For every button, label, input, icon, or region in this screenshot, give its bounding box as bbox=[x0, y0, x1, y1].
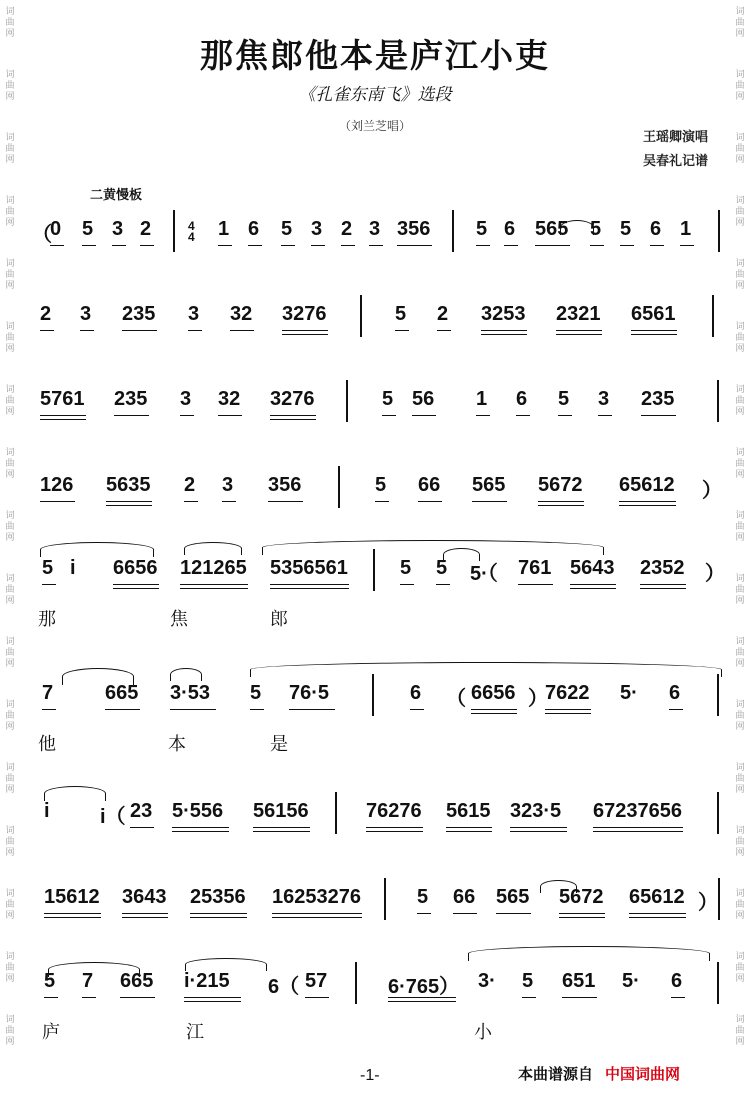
note-group: 7 bbox=[82, 970, 94, 992]
beam-line bbox=[535, 245, 570, 246]
beam-line bbox=[382, 415, 396, 416]
beam-line bbox=[400, 584, 414, 585]
note-group: 1 bbox=[476, 388, 488, 410]
bar-line bbox=[384, 878, 386, 920]
beam-line bbox=[472, 501, 507, 502]
beam-line bbox=[44, 917, 101, 918]
beam-line bbox=[281, 245, 295, 246]
lyric-char: 本 bbox=[168, 734, 186, 755]
bar-line bbox=[717, 792, 719, 834]
lyric-char: 江 bbox=[186, 1022, 204, 1043]
note-group: 67237656 bbox=[593, 800, 682, 822]
note-group: 23 bbox=[130, 800, 153, 822]
note-group: 565 bbox=[472, 474, 506, 496]
bar-line bbox=[355, 962, 357, 1004]
note-group: 57 bbox=[305, 970, 328, 992]
note-group: 3276 bbox=[282, 303, 327, 325]
lyric-char: 郎 bbox=[270, 609, 288, 630]
beam-line bbox=[410, 709, 424, 710]
note-group: 56156 bbox=[253, 800, 309, 822]
note-group: 32 bbox=[218, 388, 241, 410]
note-group: 7 bbox=[42, 682, 54, 704]
beam-line bbox=[631, 330, 677, 331]
note-group: 5 bbox=[44, 970, 56, 992]
note-group: 565 bbox=[496, 886, 530, 908]
beam-line bbox=[82, 245, 96, 246]
note-group: 5 bbox=[250, 682, 262, 704]
beam-line bbox=[650, 245, 664, 246]
beam-line bbox=[640, 588, 686, 589]
beam-line bbox=[366, 831, 423, 832]
beam-line bbox=[620, 245, 634, 246]
beam-line bbox=[453, 913, 477, 914]
note-group: 5 bbox=[522, 970, 534, 992]
bar-line bbox=[173, 210, 175, 252]
note-group: 5 bbox=[395, 303, 407, 325]
beam-line bbox=[50, 245, 64, 246]
beam-line bbox=[272, 913, 362, 914]
beam-line bbox=[190, 917, 247, 918]
tempo-marking: 二黄慢板 bbox=[90, 187, 143, 202]
note-group: 235 bbox=[122, 303, 156, 325]
note-group: 6 bbox=[410, 682, 422, 704]
note-group: 5356561 bbox=[270, 557, 348, 579]
note-group: 66 bbox=[453, 886, 476, 908]
note-group: （ bbox=[32, 224, 52, 246]
beam-line bbox=[248, 245, 262, 246]
note-group: 651 bbox=[562, 970, 596, 992]
beam-line bbox=[417, 913, 431, 914]
note-group: 2 bbox=[184, 474, 196, 496]
watermark-right: 词 曲 网 词 曲 网 词 曲 网 词 曲 网 词 曲 网 词 曲 网 词 曲 网 词 曲 网 词 曲 网 词 曲 网 词 曲 网 词 曲 网 词 曲 网 词 曲 网 词 曲 网 词 曲 网 词 曲 网 bbox=[735, 6, 745, 1046]
note-group: 6 bbox=[669, 682, 681, 704]
note-group: 6656 bbox=[471, 682, 516, 704]
slur-mark bbox=[443, 548, 480, 561]
beam-line bbox=[556, 334, 602, 335]
slur-mark bbox=[262, 540, 604, 555]
note-group: 3643 bbox=[122, 886, 167, 908]
slur-mark bbox=[40, 542, 154, 557]
note-group: 1 bbox=[218, 218, 230, 240]
note-group: 3 bbox=[80, 303, 92, 325]
note-group: 5 bbox=[375, 474, 387, 496]
note-group: i bbox=[70, 557, 76, 579]
note-group: 121265 bbox=[180, 557, 247, 579]
beam-line bbox=[40, 501, 75, 502]
note-group: 3 bbox=[598, 388, 610, 410]
note-group: 6 bbox=[248, 218, 260, 240]
beam-line bbox=[140, 245, 154, 246]
beam-line bbox=[341, 245, 355, 246]
beam-line bbox=[282, 330, 328, 331]
lyric-char: 他 bbox=[38, 734, 56, 755]
beam-line bbox=[184, 1001, 241, 1002]
note-group: 56 bbox=[412, 388, 435, 410]
bar-line bbox=[335, 792, 337, 834]
beam-line bbox=[412, 415, 436, 416]
beam-line bbox=[268, 501, 303, 502]
performer-credit: 王瑶卿演唱 bbox=[642, 129, 708, 144]
note-group: 3 bbox=[369, 218, 381, 240]
beam-line bbox=[640, 584, 686, 585]
bar-line bbox=[717, 674, 719, 716]
note-group: 5761 bbox=[40, 388, 85, 410]
note-group: 2 bbox=[341, 218, 353, 240]
slur-mark bbox=[250, 662, 722, 677]
bar-line bbox=[360, 295, 362, 337]
beam-line bbox=[631, 334, 677, 335]
note-group: 5·556 bbox=[172, 800, 224, 822]
opera-subtitle: 《孔雀东南飞》选段 bbox=[298, 85, 452, 105]
bar-line bbox=[718, 210, 720, 252]
note-group: 3 bbox=[188, 303, 200, 325]
note-group: 15612 bbox=[44, 886, 100, 908]
beam-line bbox=[481, 330, 527, 331]
note-group: i·215 bbox=[184, 970, 230, 992]
beam-line bbox=[510, 827, 567, 828]
note-group: 3 bbox=[311, 218, 323, 240]
note-group: i（ bbox=[100, 806, 126, 828]
bar-line bbox=[452, 210, 454, 252]
note-group: 5 bbox=[558, 388, 570, 410]
beam-line bbox=[471, 709, 517, 710]
note-group: 1 bbox=[680, 218, 692, 240]
beam-line bbox=[375, 501, 389, 502]
beam-line bbox=[184, 997, 241, 998]
beam-line bbox=[82, 997, 96, 998]
note-group: 7622 bbox=[545, 682, 590, 704]
note-group: 2 bbox=[140, 218, 152, 240]
slur-mark bbox=[540, 880, 577, 893]
beam-line bbox=[44, 913, 101, 914]
beam-line bbox=[289, 709, 335, 710]
beam-line bbox=[180, 584, 248, 585]
beam-line bbox=[397, 245, 432, 246]
note-group: 2 bbox=[437, 303, 449, 325]
note-group: 665 bbox=[120, 970, 154, 992]
beam-line bbox=[112, 245, 126, 246]
note-group: 565 bbox=[535, 218, 569, 240]
note-group: 6656 bbox=[113, 557, 158, 579]
song-title: 那焦郎他本是庐江小吏 bbox=[200, 36, 550, 75]
beam-line bbox=[270, 419, 316, 420]
beam-line bbox=[516, 415, 530, 416]
beam-line bbox=[366, 827, 423, 828]
beam-line bbox=[598, 415, 612, 416]
note-group: 76·5 bbox=[289, 682, 330, 704]
beam-line bbox=[629, 917, 686, 918]
slur-mark bbox=[48, 962, 140, 977]
beam-line bbox=[593, 831, 683, 832]
beam-line bbox=[641, 415, 676, 416]
lyric-char: 那 bbox=[38, 609, 56, 630]
note-group: 6 bbox=[516, 388, 528, 410]
beam-line bbox=[395, 330, 409, 331]
beam-line bbox=[388, 997, 456, 998]
beam-line bbox=[170, 709, 216, 710]
note-group: ） bbox=[702, 480, 722, 502]
slur-mark bbox=[184, 542, 242, 555]
note-group: 235 bbox=[641, 388, 675, 410]
beam-line bbox=[272, 917, 362, 918]
beam-line bbox=[570, 588, 616, 589]
note-group: 76276 bbox=[366, 800, 422, 822]
beam-line bbox=[270, 584, 349, 585]
transcriber-credit: 吴春礼记谱 bbox=[642, 153, 708, 168]
note-group: 5 bbox=[42, 557, 54, 579]
note-group: 665 bbox=[105, 682, 139, 704]
note-group: 3 bbox=[112, 218, 124, 240]
note-group: 5 bbox=[417, 886, 429, 908]
beam-line bbox=[44, 997, 58, 998]
note-group: 761 bbox=[518, 557, 552, 579]
beam-line bbox=[545, 709, 591, 710]
role-note: （刘兰芝唱） bbox=[338, 119, 411, 133]
beam-line bbox=[311, 245, 325, 246]
note-group: 356 bbox=[397, 218, 431, 240]
slur-mark bbox=[62, 668, 134, 685]
bar-line bbox=[718, 878, 720, 920]
note-group: 5· bbox=[622, 970, 640, 992]
beam-line bbox=[40, 415, 86, 416]
beam-line bbox=[253, 831, 310, 832]
beam-line bbox=[253, 827, 310, 828]
note-group: 66 bbox=[418, 474, 441, 496]
note-group: 5 bbox=[400, 557, 412, 579]
note-group: 5672 bbox=[538, 474, 583, 496]
note-group: 235 bbox=[114, 388, 148, 410]
beam-line bbox=[130, 827, 154, 828]
slur-mark bbox=[560, 220, 594, 235]
beam-line bbox=[545, 713, 591, 714]
note-group: ） bbox=[528, 688, 548, 710]
note-group: 2321 bbox=[556, 303, 601, 325]
note-group: 3253 bbox=[481, 303, 526, 325]
beam-line bbox=[669, 709, 683, 710]
beam-line bbox=[590, 245, 604, 246]
note-group: ） bbox=[705, 563, 725, 585]
beam-line bbox=[518, 584, 553, 585]
note-group: 3276 bbox=[270, 388, 315, 410]
beam-line bbox=[680, 245, 694, 246]
note-group: 25356 bbox=[190, 886, 246, 908]
beam-line bbox=[570, 584, 616, 585]
beam-line bbox=[113, 584, 159, 585]
beam-line bbox=[230, 330, 254, 331]
beam-line bbox=[562, 997, 597, 998]
beam-line bbox=[418, 501, 442, 502]
note-group: 6 bbox=[650, 218, 662, 240]
beam-line bbox=[113, 588, 159, 589]
beam-line bbox=[172, 827, 229, 828]
bar-line bbox=[373, 549, 375, 591]
source-site: 中国词曲网 bbox=[605, 1066, 681, 1083]
beam-line bbox=[510, 831, 567, 832]
note-group: 5672 bbox=[559, 886, 604, 908]
lyric-char: 庐 bbox=[42, 1022, 60, 1043]
beam-line bbox=[437, 330, 451, 331]
beam-line bbox=[270, 588, 349, 589]
beam-line bbox=[190, 913, 247, 914]
note-group: 3 bbox=[222, 474, 234, 496]
slur-mark bbox=[44, 786, 106, 801]
note-group: 3· bbox=[478, 970, 496, 992]
beam-line bbox=[671, 997, 685, 998]
beam-line bbox=[120, 997, 155, 998]
note-group: 32 bbox=[230, 303, 253, 325]
note-group: 5 bbox=[382, 388, 394, 410]
note-group: 6 bbox=[504, 218, 516, 240]
note-group: 5 bbox=[590, 218, 602, 240]
note-group: 323·5 bbox=[510, 800, 562, 822]
note-group: 0 bbox=[50, 218, 62, 240]
beam-line bbox=[558, 415, 572, 416]
note-group: 6 bbox=[671, 970, 683, 992]
note-group: 5 bbox=[436, 557, 448, 579]
beam-line bbox=[172, 831, 229, 832]
beam-line bbox=[106, 505, 152, 506]
slur-mark bbox=[170, 668, 202, 681]
note-group: 126 bbox=[40, 474, 74, 496]
beam-line bbox=[559, 913, 605, 914]
beam-line bbox=[476, 245, 490, 246]
slur-mark bbox=[185, 958, 267, 971]
note-group: i bbox=[44, 800, 50, 822]
beam-line bbox=[593, 827, 683, 828]
beam-line bbox=[504, 245, 518, 246]
beam-line bbox=[538, 501, 584, 502]
beam-line bbox=[222, 501, 236, 502]
beam-line bbox=[42, 709, 56, 710]
note-group: 5 bbox=[82, 218, 94, 240]
note-group: 5· bbox=[620, 682, 638, 704]
beam-line bbox=[436, 584, 450, 585]
beam-line bbox=[471, 713, 517, 714]
source-credit bbox=[518, 1063, 680, 1084]
beam-line bbox=[282, 334, 328, 335]
beam-line bbox=[446, 827, 492, 828]
bar-line bbox=[346, 380, 348, 422]
beam-line bbox=[446, 831, 492, 832]
beam-line bbox=[476, 415, 490, 416]
beam-line bbox=[388, 1001, 456, 1002]
note-group: 2352 bbox=[640, 557, 685, 579]
beam-line bbox=[369, 245, 383, 246]
bar-line bbox=[372, 674, 374, 716]
note-group: 5615 bbox=[446, 800, 491, 822]
beam-line bbox=[270, 415, 316, 416]
beam-line bbox=[629, 913, 686, 914]
lyric-char: 是 bbox=[270, 734, 288, 755]
beam-line bbox=[122, 330, 157, 331]
beam-line bbox=[106, 501, 152, 502]
beam-line bbox=[180, 588, 248, 589]
note-group: 5·（ bbox=[470, 563, 498, 585]
note-group: 6（ bbox=[268, 976, 300, 998]
note-group: 5635 bbox=[106, 474, 151, 496]
note-group: 5 bbox=[281, 218, 293, 240]
note-group: （ bbox=[446, 688, 466, 710]
bar-line bbox=[712, 295, 714, 337]
beam-line bbox=[122, 917, 168, 918]
beam-line bbox=[42, 584, 56, 585]
beam-line bbox=[122, 913, 168, 914]
beam-line bbox=[250, 709, 264, 710]
note-group: 2 bbox=[40, 303, 52, 325]
beam-line bbox=[481, 334, 527, 335]
note-group: 65612 bbox=[619, 474, 675, 496]
beam-line bbox=[184, 501, 198, 502]
note-group: 356 bbox=[268, 474, 302, 496]
beam-line bbox=[619, 505, 676, 506]
note-group: 5 bbox=[620, 218, 632, 240]
beam-line bbox=[538, 505, 584, 506]
watermark-left: 词 曲 网 词 曲 网 词 曲 网 词 曲 网 词 曲 网 词 曲 网 词 曲 网 词 曲 网 词 曲 网 词 曲 网 词 曲 网 词 曲 网 词 曲 网 词 曲 网 词 曲 网 词 曲 网 词 曲 网 bbox=[5, 6, 15, 1046]
note-group: 5 bbox=[476, 218, 488, 240]
lyric-char: 焦 bbox=[170, 609, 188, 630]
source-label: 本曲谱源自 bbox=[518, 1066, 594, 1083]
note-group: ） bbox=[698, 892, 718, 914]
lyric-char: 小 bbox=[474, 1022, 492, 1043]
beam-line bbox=[105, 709, 140, 710]
note-group: 4 4 bbox=[188, 218, 195, 244]
beam-line bbox=[305, 997, 329, 998]
beam-line bbox=[218, 415, 242, 416]
note-group: 5643 bbox=[570, 557, 615, 579]
bar-line bbox=[338, 466, 340, 508]
note-group: 6·765） bbox=[388, 976, 460, 998]
beam-line bbox=[619, 501, 676, 502]
beam-line bbox=[114, 415, 149, 416]
beam-line bbox=[80, 330, 94, 331]
beam-line bbox=[496, 913, 531, 914]
bar-line bbox=[717, 380, 719, 422]
note-group: 65612 bbox=[629, 886, 685, 908]
slur-mark bbox=[468, 946, 710, 961]
beam-line bbox=[556, 330, 602, 331]
beam-line bbox=[40, 419, 86, 420]
beam-line bbox=[522, 997, 536, 998]
page-number: -1- bbox=[360, 1067, 380, 1084]
beam-line bbox=[559, 917, 605, 918]
beam-line bbox=[180, 415, 194, 416]
note-group: 3·53 bbox=[170, 682, 211, 704]
bar-line bbox=[717, 962, 719, 1004]
note-group: 3 bbox=[180, 388, 192, 410]
beam-line bbox=[188, 330, 202, 331]
beam-line bbox=[40, 330, 54, 331]
note-group: 16253276 bbox=[272, 886, 361, 908]
beam-line bbox=[218, 245, 232, 246]
note-group: 6561 bbox=[631, 303, 676, 325]
